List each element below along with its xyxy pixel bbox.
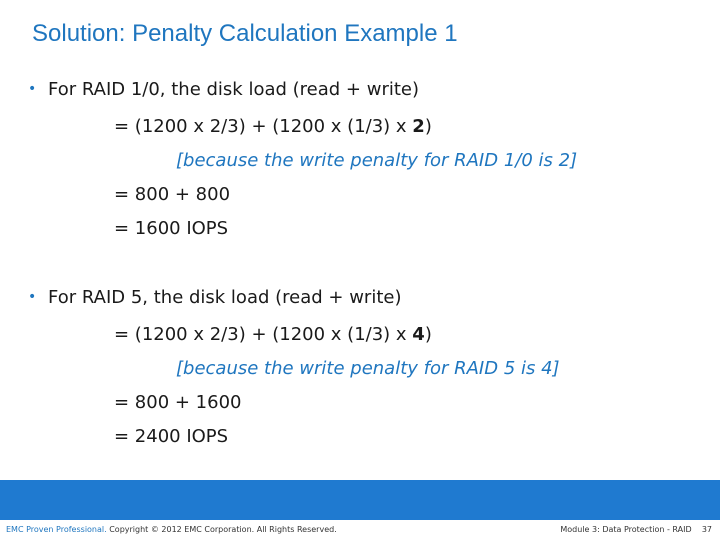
page-number: 37 [701,525,712,534]
slide-footer [0,520,720,540]
bullet-dot-icon: • [28,289,37,305]
bullet-raid5-text: For RAID 5, the disk load (read + write) [48,287,402,308]
raid10-result: = 1600 IOPS [114,218,229,239]
raid5-result: = 2400 IOPS [114,426,229,447]
raid5-penalty: 4 [412,324,425,345]
slide-title: Solution: Penalty Calculation Example 1 [32,20,458,47]
bullet-dot-icon: • [28,81,37,97]
raid10-penalty: 2 [412,116,425,137]
bullet-raid10 [28,79,419,100]
raid5-sum: = 800 + 1600 [114,392,242,413]
raid10-formula-prefix: = (1200 x 2/3) + (1200 x (1/3) x [114,116,413,137]
footer-module: Module 3: Data Protection - RAID [560,525,692,534]
bullet-raid10-text: For RAID 1/0, the disk load (read + write) [48,79,420,100]
footer-copyright [6,525,337,534]
footer-module-info [560,525,712,534]
raid10-sum: = 800 + 800 [114,184,231,205]
raid10-formula [114,116,432,137]
raid10-note: [because the write penalty for RAID 1/0 is 2] [176,150,578,171]
raid5-formula-prefix: = (1200 x 2/3) + (1200 x (1/3) x [114,324,413,345]
raid5-note: [because the write penalty for RAID 5 is 4] [176,358,560,379]
footer-copyright-text: Copyright © 2012 EMC Corporation. All Rights Reserved. [106,525,337,534]
footer-band [0,480,720,520]
raid5-formula-suffix: ) [424,324,432,345]
footer-brand: EMC Proven Professional. [6,525,107,534]
bullet-raid5 [28,287,402,308]
raid5-formula [114,324,432,345]
raid10-formula-suffix: ) [424,116,432,137]
